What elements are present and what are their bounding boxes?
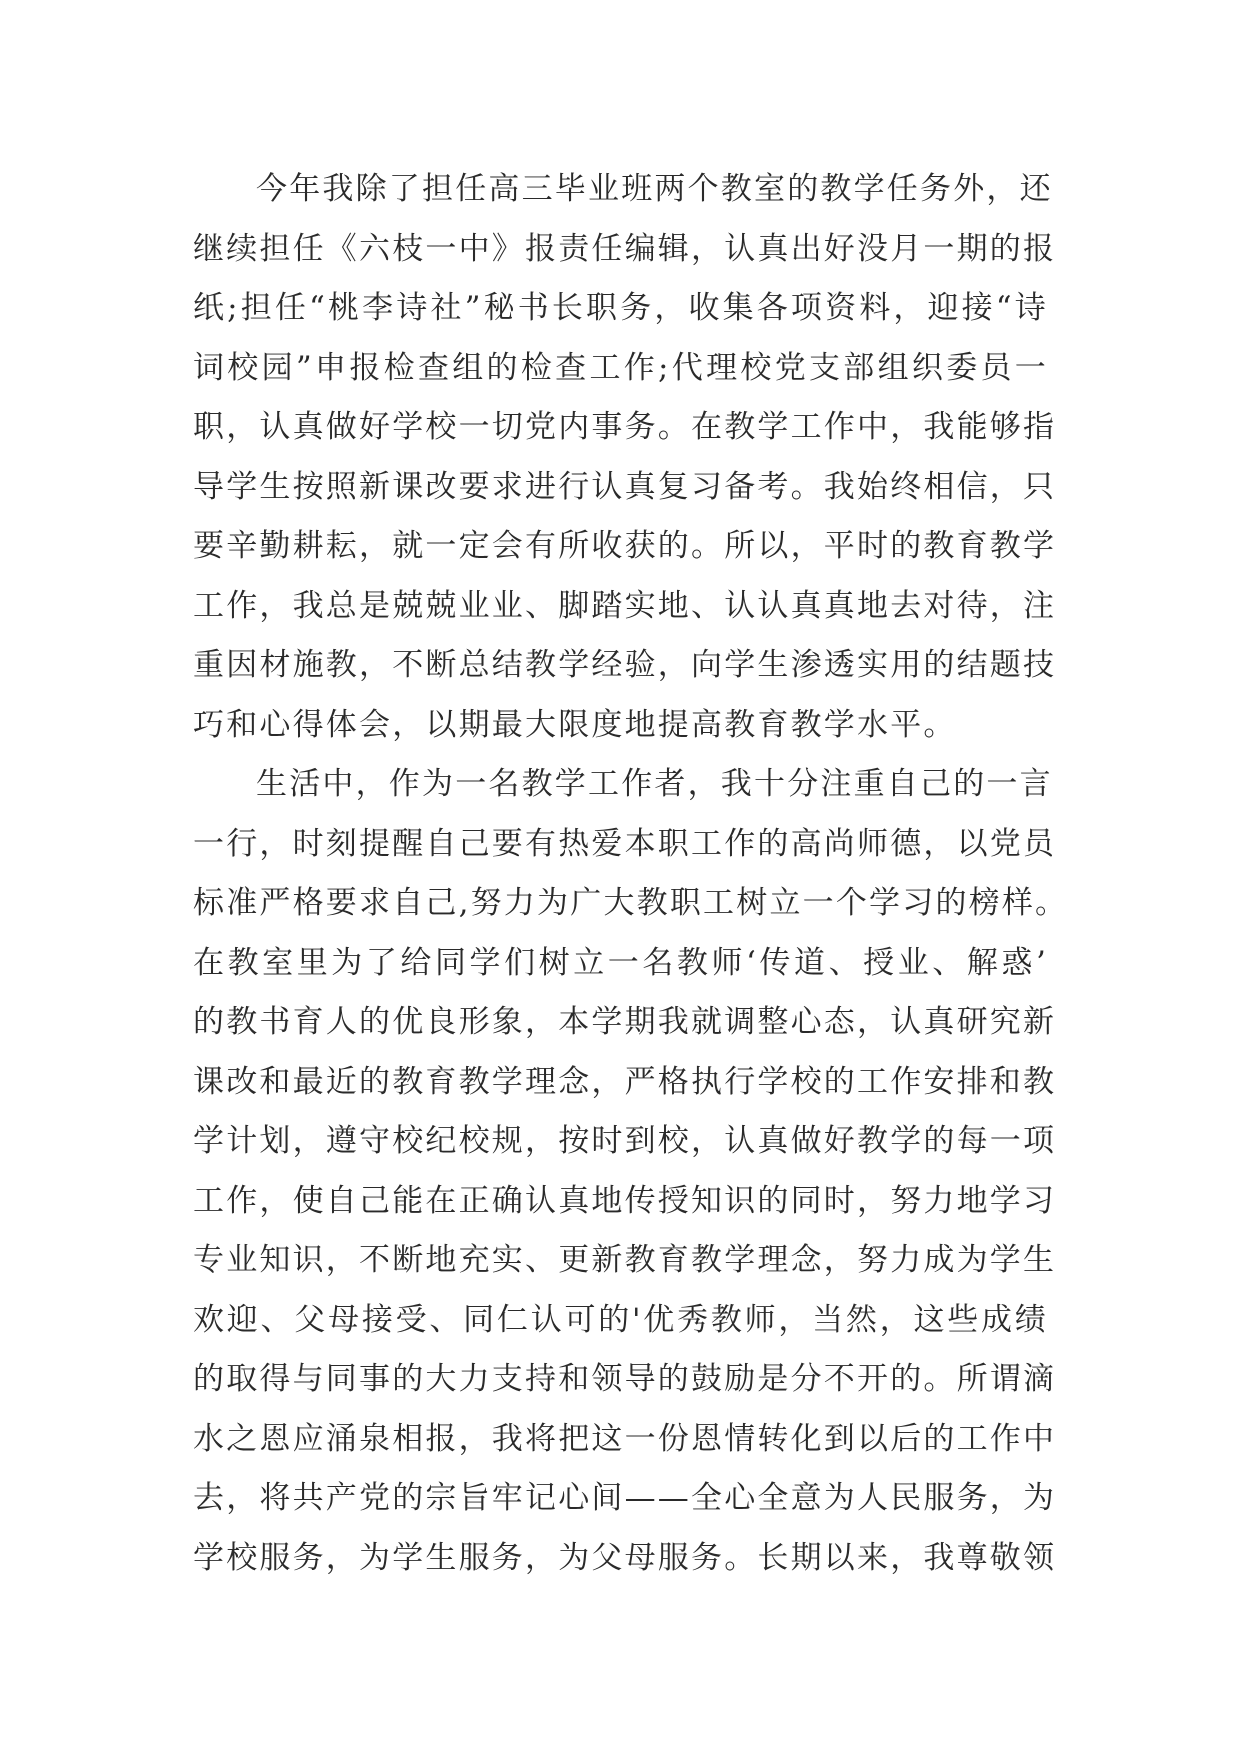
text-line: 去，将共产党的宗旨牢记心间——全心全意为人民服务，为 bbox=[193, 1480, 1057, 1516]
text-line: 课改和最近的教育教学理念，严格执行学校的工作安排和教 bbox=[193, 1063, 1057, 1100]
text-line: 巧和心得体会，以期最大限度地提高教育教学水平。 bbox=[193, 706, 957, 743]
text-line: 的教书育人的优良形象，本学期我就调整心态，认真研究新 bbox=[193, 1004, 1057, 1040]
text-line: 工作，我总是兢兢业业、脚踏实地、认认真真地去对待，注 bbox=[193, 587, 1057, 624]
paragraph-2 bbox=[193, 755, 1069, 1588]
text-line: 一行，时刻提醒自己要有热爱本职工作的高尚师德，以党员 bbox=[193, 825, 1057, 862]
text-line: 学计划，遵守校纪校规，按时到校，认真做好教学的每一项 bbox=[193, 1123, 1057, 1159]
text-line: 纸;担任“桃李诗社”秘书长职务，收集各项资料，迎接“诗 bbox=[193, 290, 1048, 326]
text-line: 生活中，作为一名教学工作者，我十分注重自己的一言 bbox=[256, 766, 1053, 802]
text-line: 学校服务，为学生服务，为父母服务。长期以来，我尊敬领 bbox=[193, 1539, 1057, 1576]
text-line: 要辛勤耕耘，就一定会有所收获的。所以，平时的教育教学 bbox=[193, 528, 1057, 564]
text-line: 重因材施教，不断总结教学经验，向学生渗透实用的结题技 bbox=[193, 647, 1057, 683]
text-line: 职，认真做好学校一切党内事务。在教学工作中，我能够指 bbox=[193, 409, 1057, 445]
text-line: 今年我除了担任高三毕业班两个教室的教学任务外，还 bbox=[256, 171, 1053, 207]
text-line: 词校园”申报检查组的检查工作;代理校党支部组织委员一 bbox=[193, 349, 1048, 386]
text-line: 专业知识，不断地充实、更新教育教学理念，努力成为学生 bbox=[193, 1242, 1057, 1278]
document-body bbox=[193, 160, 1069, 1588]
text-line: 的取得与同事的大力支持和领导的鼓励是分不开的。所谓滴 bbox=[193, 1361, 1057, 1397]
text-line: 欢迎、父母接受、同仁认可的'优秀教师，当然，这些成绩 bbox=[193, 1301, 1048, 1338]
text-line: 在教室里为了给同学们树立一名教师‘传道、授业、解惑’ bbox=[193, 944, 1048, 981]
text-line: 导学生按照新课改要求进行认真复习备考。我始终相信，只 bbox=[193, 468, 1057, 505]
paragraph-1 bbox=[193, 160, 1057, 755]
text-line: 继续担任《六枝一中》报责任编辑，认真出好没月一期的报 bbox=[193, 230, 1057, 267]
text-line: 水之恩应涌泉相报，我将把这一份恩情转化到以后的工作中 bbox=[193, 1420, 1057, 1457]
text-line: 工作，使自己能在正确认真地传授知识的同时，努力地学习 bbox=[193, 1182, 1057, 1219]
text-line: 标准严格要求自己,努力为广大教职工树立一个学习的榜样。 bbox=[193, 885, 1069, 921]
